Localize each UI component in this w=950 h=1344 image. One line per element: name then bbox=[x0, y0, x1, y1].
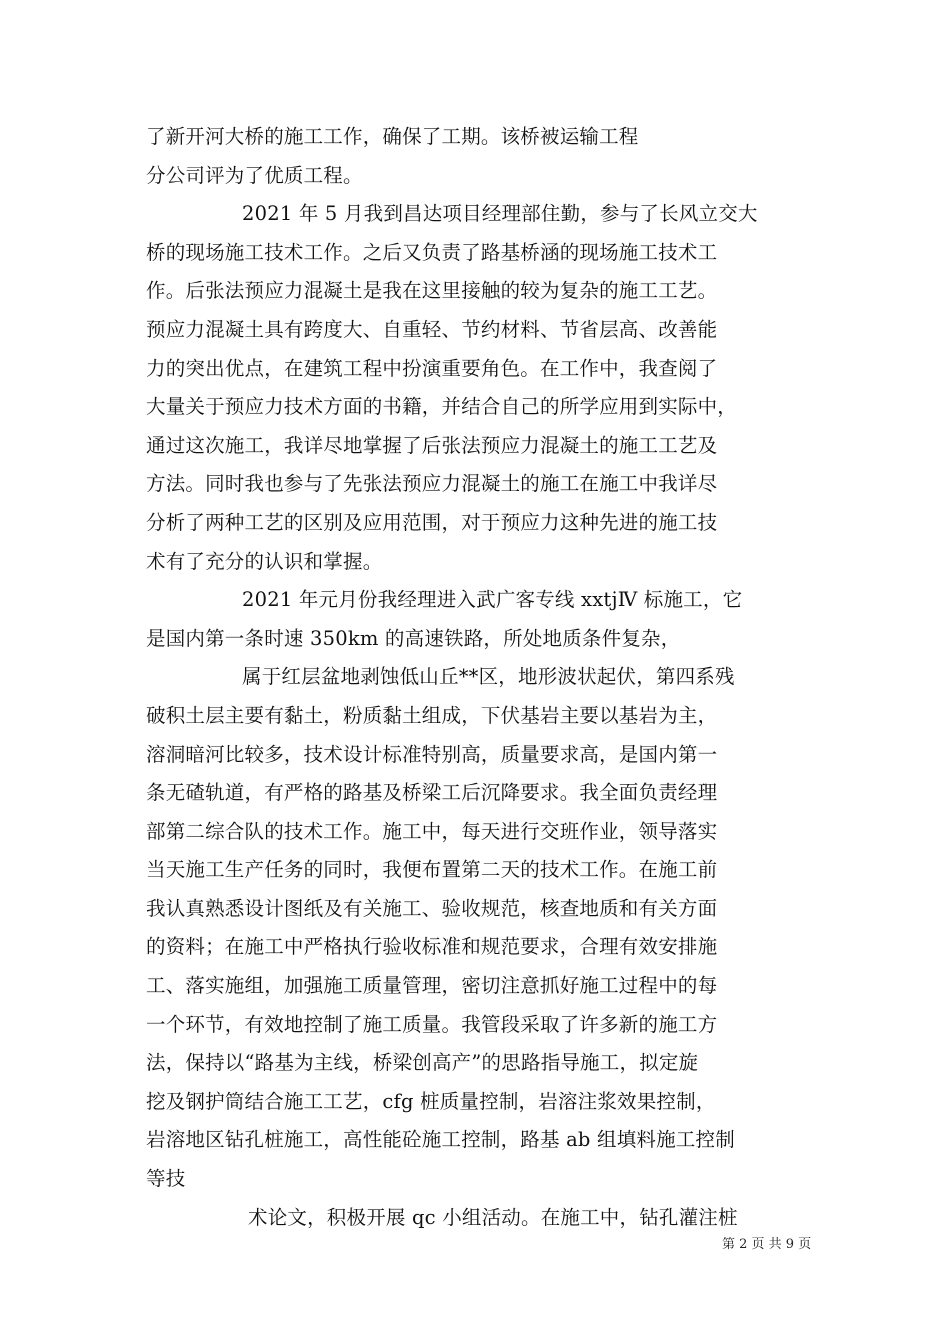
document-body bbox=[146, 118, 810, 1237]
text-line: 破积土层主要有黏土，粉质黏土组成，下伏基岩主要以基岩为主， bbox=[146, 703, 718, 727]
text-line: 一个环节，有效地控制了施工质量。我管段采取了许多新的施工方 bbox=[146, 1012, 718, 1036]
text-line: 是国内第一条时速 350km 的高速铁路，所处地质条件复杂， bbox=[146, 626, 681, 650]
text-line: 条无碴轨道，有严格的路基及桥梁工后沉降要求。我全面负责经理 bbox=[146, 781, 718, 805]
text-line: 挖及钢护筒结合施工工艺，cfg 桩质量控制，岩溶注浆效果控制， bbox=[146, 1089, 716, 1113]
text-line: 力的突出优点，在建筑工程中扮演重要角色。在工作中，我查阅了 bbox=[146, 356, 718, 380]
text-line: 术有了充分的认识和掌握。 bbox=[146, 549, 383, 573]
text-line: 桥的现场施工技术工作。之后又负责了路基桥涵的现场施工技术工 bbox=[146, 240, 718, 264]
text-line: 岩溶地区钻孔桩施工，高性能砼施工控制，路基 ab 组填料施工控制 bbox=[146, 1128, 735, 1152]
text-line: 法，保持以“路基为主线，桥梁创高产”的思路指导施工，拟定旋 bbox=[146, 1051, 699, 1075]
text-line: 属于红层盆地剥蚀低山丘**区，地形波状起伏，第四系残 bbox=[242, 665, 735, 689]
text-line: 工、落实施组，加强施工质量管理，密切注意抓好施工过程中的每 bbox=[146, 974, 718, 998]
paragraph bbox=[146, 118, 810, 1237]
text-line: 分析了两种工艺的区别及应用范围，对于预应力这种先进的施工技 bbox=[146, 510, 718, 534]
text-line: 通过这次施工，我详尽地掌握了后张法预应力混凝土的施工工艺及 bbox=[146, 433, 718, 457]
text-line: 大量关于预应力技术方面的书籍，并结合自己的所学应用到实际中， bbox=[146, 395, 738, 419]
text-line: 等技 bbox=[146, 1167, 186, 1191]
text-line: 方法。同时我也参与了先张法预应力混凝土的施工在施工中我详尽 bbox=[146, 472, 718, 496]
text-line: 部第二综合队的技术工作。施工中，每天进行交班作业，领导落实 bbox=[146, 819, 718, 843]
text-line: 2021 年 5 月我到昌达项目经理部住勤，参与了长风立交大 bbox=[242, 202, 758, 226]
text-line: 我认真熟悉设计图纸及有关施工、验收规范，核查地质和有关方面 bbox=[146, 896, 718, 920]
text-line: 当天施工生产任务的同时，我便布置第二天的技术工作。在施工前 bbox=[146, 858, 718, 882]
text-line: 作。后张法预应力混凝土是我在这里接触的较为复杂的施工工艺。 bbox=[146, 279, 718, 303]
text-line: 的资料；在施工中严格执行验收标准和规范要求，合理有效安排施 bbox=[146, 935, 718, 959]
text-line: 溶洞暗河比较多，技术设计标准特别高，质量要求高，是国内第一 bbox=[146, 742, 718, 766]
page-number: 第 2 页 共 9 页 bbox=[722, 1237, 812, 1252]
text-line: 分公司评为了优质工程。 bbox=[146, 163, 363, 187]
text-line: 了新开河大桥的施工工作，确保了工期。该桥被运输工程 bbox=[146, 125, 639, 148]
text-line: 术论文，积极开展 qc 小组活动。在施工中，钻孔灌注桩 bbox=[248, 1205, 738, 1229]
text-line: 2021 年元月份我经理进入武广客专线 xxtjⅣ 标施工，它 bbox=[242, 588, 743, 612]
text-line: 预应力混凝土具有跨度大、自重轻、节约材料、节省层高、改善能 bbox=[146, 317, 718, 341]
